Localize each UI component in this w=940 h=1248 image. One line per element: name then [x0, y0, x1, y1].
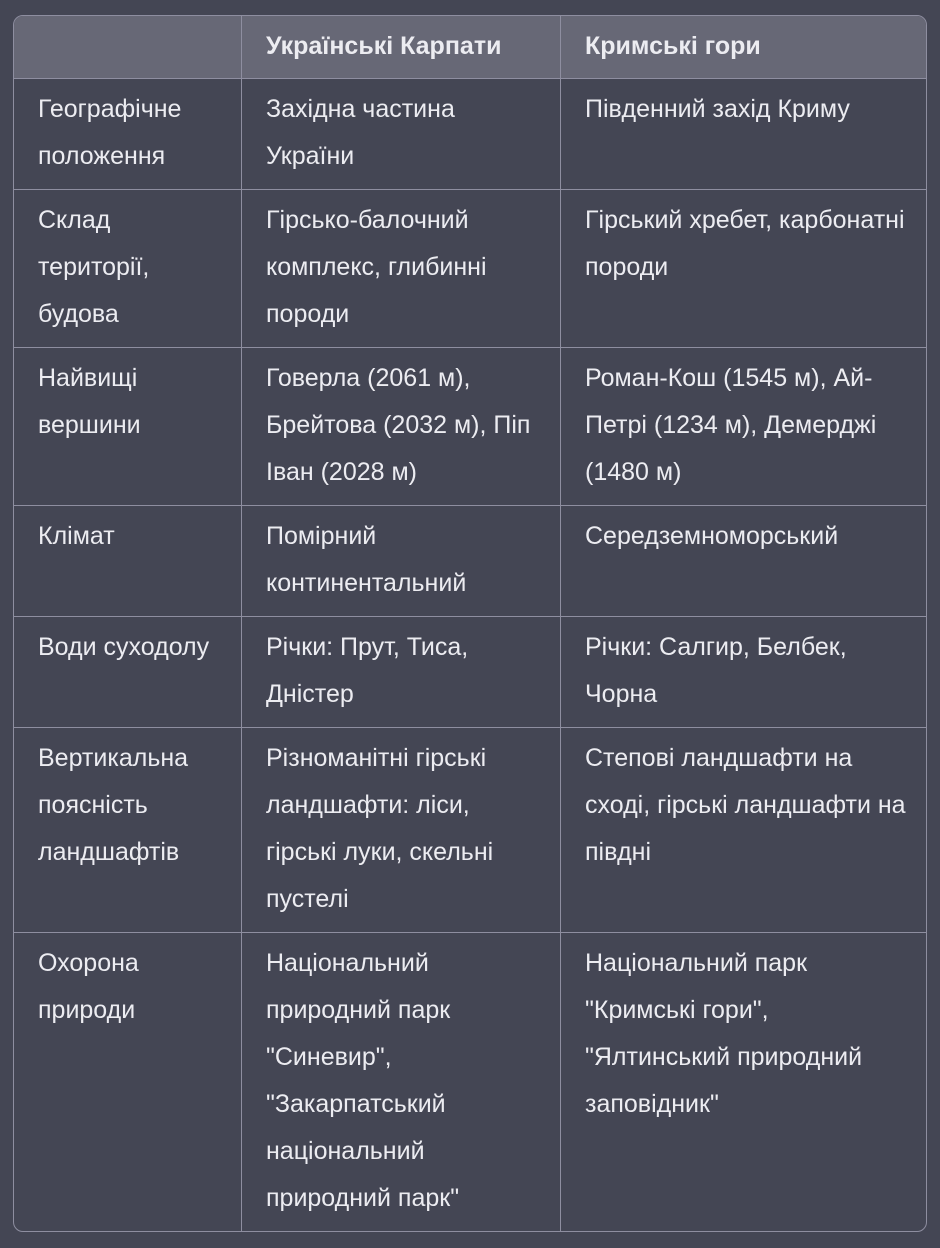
crimea-cell: Річки: Салгир, Белбек, Чорна	[561, 617, 926, 728]
row-aspect-cell: Географічне положення	[14, 79, 242, 190]
row-aspect-cell: Клімат	[14, 506, 242, 617]
comparison-table-container	[13, 15, 925, 1232]
header-crimea: Кримські гори	[561, 16, 926, 79]
crimea-cell: Роман-Кош (1545 м), Ай-Петрі (1234 м), Демерджі (1480 м)	[561, 348, 926, 506]
row-aspect-cell: Склад території, будова	[14, 190, 242, 348]
row-aspect-cell: Води суходолу	[14, 617, 242, 728]
carpathians-cell: Помірний континентальний	[242, 506, 561, 617]
crimea-cell: Середземноморський	[561, 506, 926, 617]
table-row	[14, 506, 926, 617]
carpathians-cell: Говерла (2061 м), Брейтова (2032 м), Піп Іван (2028 м)	[242, 348, 561, 506]
carpathians-cell: Гірсько-балочний комплекс, глибинні породи	[242, 190, 561, 348]
crimea-cell: Південний захід Криму	[561, 79, 926, 190]
row-aspect-cell: Вертикальна поясність ландшафтів	[14, 728, 242, 933]
crimea-cell: Національний парк "Кримські гори", "Ялтинський природний заповідник"	[585, 949, 863, 1118]
carpathians-cell: Національний природний парк "Синевир", "Закарпатський національний природний парк"	[242, 933, 561, 1231]
crimea-cell: Гірський хребет, карбонатні породи	[561, 190, 926, 348]
crimea-cell: Степові ландшафти на сході, гірські ландшафти на півдні	[561, 728, 926, 933]
table-row	[14, 190, 926, 348]
table-row	[14, 79, 926, 190]
carpathians-cell: Західна частина України	[242, 79, 561, 190]
header-empty-cell	[14, 16, 242, 79]
table-row	[14, 933, 926, 1231]
row-aspect-cell: Охорона природи	[14, 933, 242, 1231]
comparison-table	[13, 15, 927, 1232]
carpathians-cell: Різноманітні гірські ландшафти: ліси, гірські луки, скельні пустелі	[242, 728, 561, 933]
table-row	[14, 728, 926, 933]
table-row	[14, 348, 926, 506]
table-header-row	[14, 16, 926, 79]
table-row	[14, 617, 926, 728]
row-aspect-cell: Найвищі вершини	[14, 348, 242, 506]
carpathians-cell: Річки: Прут, Тиса, Дністер	[242, 617, 561, 728]
header-carpathians: Українські Карпати	[242, 16, 561, 79]
